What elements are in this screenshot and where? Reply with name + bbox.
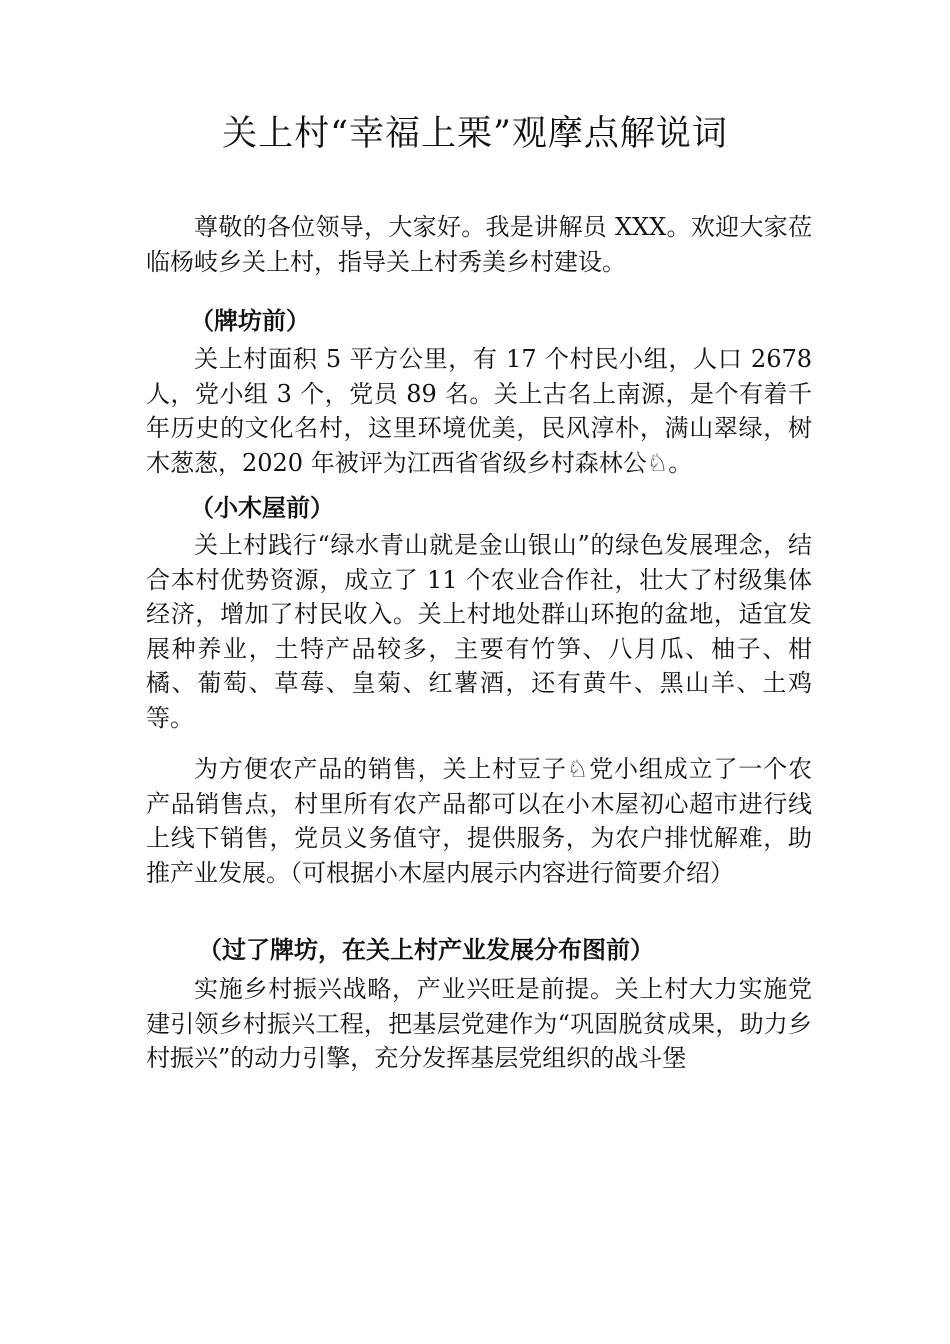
- document-title: 关上村“幸福上栗”观摩点解说词: [222, 114, 728, 154]
- industry-paragraph: 实施乡村振兴战略，产业兴旺是前提。关上村大力实施党建引领乡村振兴工程，把基层党建作为“巩固脱贫成果，助力乡村振兴”的动力引擎，充分发挥基层党组织的战斗堡: [146, 975, 812, 1072]
- section-heading-industry-map: （过了牌坊，在关上村产业发展分布图前）: [198, 935, 654, 964]
- intro-paragraph: 尊敬的各位领导，大家好。我是讲解员 XXX。欢迎大家莅临杨岐乡关上村，指导关上村秀美乡村建设。: [146, 213, 812, 276]
- archway-paragraph: 关上村面积 5 平方公里，有 17 个村民小组，人口 2678 人，党小组 3 个，党员 89 名。关上古名上南源，是个有着千年历史的文化名村，这里环境优美，民风淳朴，满山翠绿，树木葱葱，2020 年被评为江西省省级乡村森林公♘。: [146, 345, 812, 477]
- cabin-paragraph-1: 关上村践行“绿水青山就是金山银山”的绿色发展理念，结合本村优势资源，成立了 11 个农业合作社，壮大了村级集体经济，增加了村民收入。关上村地处群山环抱的盆地，适宜发展种养业，土特产品较多，主要有竹笋、八月瓜、柚子、柑橘、葡萄、草莓、皇菊、红薯酒，还有黄牛、黑山羊、土鸡等。: [146, 531, 812, 732]
- section-heading-cabin: （小木屋前）: [190, 493, 334, 522]
- cabin-paragraph-2: 为方便农产品的销售，关上村豆子♘党小组成立了一个农产品销售点，村里所有农产品都可以在小木屋初心超市进行线上线下销售，党员义务值守，提供服务，为农户排忧解难，助推产业发展。（可根据小木屋内展示内容进行简要介绍）: [146, 755, 812, 887]
- section-heading-archway: （牌坊前）: [190, 306, 310, 335]
